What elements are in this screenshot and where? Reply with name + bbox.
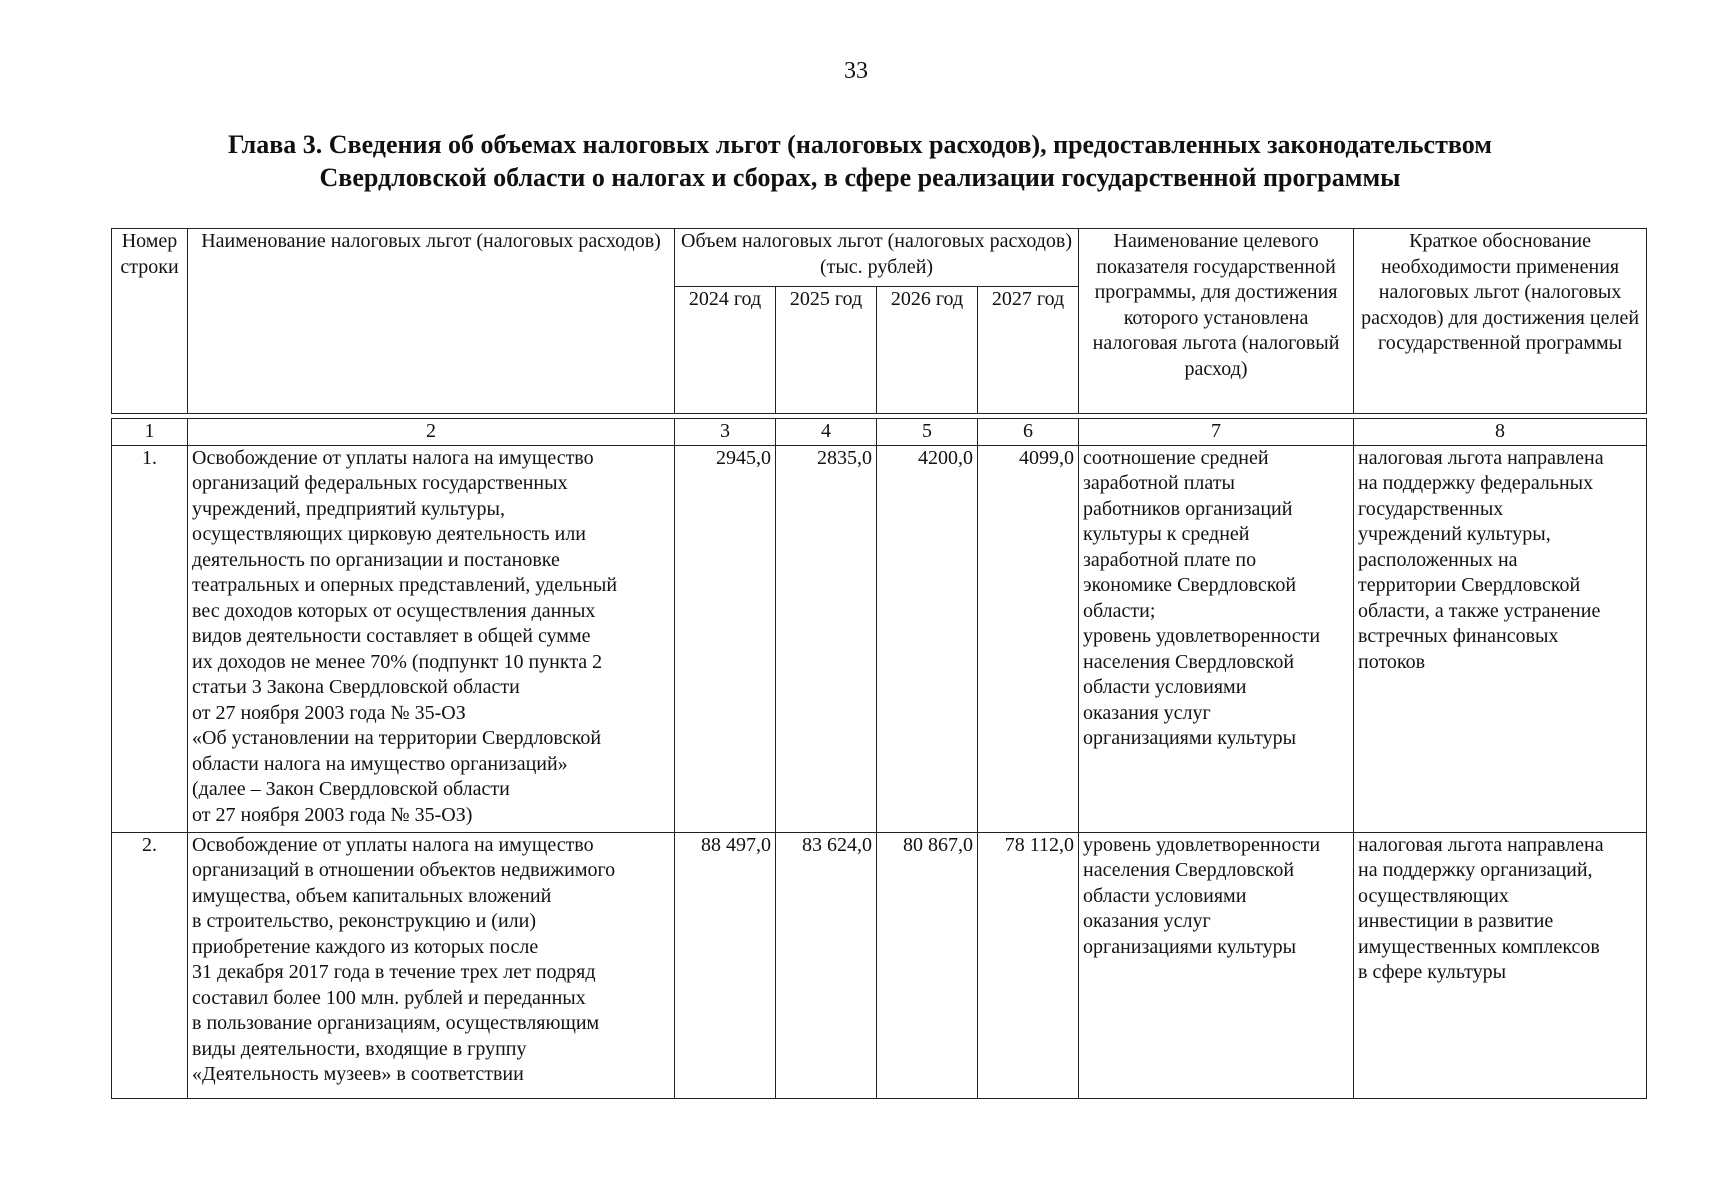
indicator-line: области; xyxy=(1083,599,1156,622)
header-year-2025: 2025 год xyxy=(776,287,877,414)
benefit-name-line: организаций федеральных государственных xyxy=(192,472,568,494)
value-2026: 4200,0 xyxy=(877,445,978,832)
benefit-name-line: осуществляющих цирковую деятельность или xyxy=(192,523,587,545)
justification-line: налоговая льгота направлена xyxy=(1358,833,1604,856)
table-row xyxy=(112,445,1647,832)
benefit-name-line: «Об установлении на территории Свердловской xyxy=(192,727,602,749)
header-year-2027: 2027 год xyxy=(978,287,1079,414)
table-row xyxy=(112,832,1647,1098)
chapter-title-line-2: Свердловской области о налогах и сборах, в сфере реализации государственной программы xyxy=(319,163,1401,192)
column-number: 3 xyxy=(675,419,776,446)
benefit-name-line: от 27 ноября 2003 года № 35-ОЗ xyxy=(192,701,466,724)
column-number: 6 xyxy=(978,419,1079,446)
benefit-name xyxy=(188,832,675,1098)
column-number: 2 xyxy=(188,419,675,446)
benefit-name-line: Освобождение от уплаты налога на имущество xyxy=(192,833,594,856)
justification-line: потоков xyxy=(1358,650,1426,673)
benefit-name-line: их доходов не менее 70% (подпункт 10 пункта 2 xyxy=(192,650,603,673)
value-2025: 83 624,0 xyxy=(776,832,877,1098)
indicator-line: оказания услуг xyxy=(1083,910,1211,932)
justification-line: территории Свердловской xyxy=(1358,574,1581,596)
column-number-row xyxy=(112,419,1647,446)
value-2024: 88 497,0 xyxy=(675,832,776,1098)
value-2025: 2835,0 xyxy=(776,445,877,832)
header-justification: Краткое обоснование необходимости применения налоговых льгот (налоговых расходов) для достижения целей государственной программы xyxy=(1354,229,1647,414)
indicator-line: населения Свердловской xyxy=(1083,650,1295,673)
indicator-line: организациями культуры xyxy=(1083,727,1297,749)
chapter-title-line-1: Глава 3. Сведения об объемах налоговых льгот (налоговых расходов), предоставленных законодательством xyxy=(228,130,1492,159)
indicator-line: работников организаций xyxy=(1083,497,1293,520)
column-number: 1 xyxy=(112,419,188,446)
chapter-title xyxy=(110,128,1610,194)
column-number: 8 xyxy=(1354,419,1647,446)
indicator-line: экономике Свердловской xyxy=(1083,574,1297,596)
benefit-name-line: «Деятельность музеев» в соответствии xyxy=(192,1063,524,1085)
indicator-line: оказания услуг xyxy=(1083,701,1211,724)
benefit-name-line: театральных и оперных представлений, удельный xyxy=(192,574,618,596)
indicator-line: уровень удовлетворенности xyxy=(1083,833,1321,856)
header-row-number: Номер строки xyxy=(112,229,188,414)
column-number: 5 xyxy=(877,419,978,446)
benefit-name-line: вес доходов которых от осуществления данных xyxy=(192,599,596,622)
justification-line: расположенных на xyxy=(1358,548,1518,571)
justification-line: на поддержку федеральных xyxy=(1358,472,1594,494)
benefit-name-line: приобретение каждого из которых после xyxy=(192,935,539,958)
benefit-name-line: в пользование организациям, осуществляющим xyxy=(192,1012,600,1034)
indicator-line: населения Свердловской xyxy=(1083,859,1295,881)
justification-line: области, а также устранение xyxy=(1358,599,1601,622)
justification-line: осуществляющих xyxy=(1358,884,1509,907)
justification xyxy=(1354,832,1647,1098)
page-number: 33 xyxy=(844,58,868,84)
benefit-name-line: деятельность по организации и постановке xyxy=(192,548,560,571)
justification-line: в сфере культуры xyxy=(1358,961,1507,983)
justification-line: государственных xyxy=(1358,497,1504,520)
benefit-name-line: области налога на имущество организаций» xyxy=(192,752,568,775)
row-number: 2. xyxy=(112,832,188,1098)
benefit-name-line: виды деятельности, входящие в группу xyxy=(192,1037,527,1060)
justification-line: инвестиции в развитие xyxy=(1358,910,1554,932)
justification-line: налоговая льгота направлена xyxy=(1358,446,1604,469)
justification-line: на поддержку организаций, xyxy=(1358,859,1593,881)
benefit-name xyxy=(188,445,675,832)
benefit-name-line: статьи 3 Закона Свердловской области xyxy=(192,676,520,698)
target-indicator xyxy=(1079,445,1354,832)
header-year-2024: 2024 год xyxy=(675,287,776,414)
value-2026: 80 867,0 xyxy=(877,832,978,1098)
tax-benefits-header-table xyxy=(111,228,1647,414)
header-target-indicator: Наименование целевого показателя государственной программы, для достижения которого установлена налоговая льгота (налоговый расход) xyxy=(1079,229,1354,414)
target-indicator xyxy=(1079,832,1354,1098)
benefit-name-line: (далее – Закон Свердловской области xyxy=(192,778,510,800)
indicator-line: области условиями xyxy=(1083,884,1247,907)
value-2027: 78 112,0 xyxy=(978,832,1079,1098)
indicator-line: организациями культуры xyxy=(1083,935,1297,958)
value-2027: 4099,0 xyxy=(978,445,1079,832)
benefit-name-line: от 27 ноября 2003 года № 35-ОЗ) xyxy=(192,803,473,826)
benefit-name-line: имущества, объем капитальных вложений xyxy=(192,884,552,907)
justification xyxy=(1354,445,1647,832)
benefit-name-line: организаций в отношении объектов недвижимого xyxy=(192,859,616,881)
justification-line: имущественных комплексов xyxy=(1358,935,1600,958)
benefit-name-line: Освобождение от уплаты налога на имущество xyxy=(192,446,594,469)
justification-line: учреждений культуры, xyxy=(1358,523,1551,545)
tax-benefits-body-table xyxy=(111,418,1647,1099)
indicator-line: области условиями xyxy=(1083,676,1247,698)
benefit-name-line: 31 декабря 2017 года в течение трех лет подряд xyxy=(192,961,596,983)
indicator-line: заработной платы xyxy=(1083,472,1235,494)
benefit-name-line: в строительство, реконструкцию и (или) xyxy=(192,910,537,932)
benefit-name-line: видов деятельности составляет в общей сумме xyxy=(192,625,591,647)
value-2024: 2945,0 xyxy=(675,445,776,832)
indicator-line: соотношение средней xyxy=(1083,446,1269,469)
indicator-line: культуры к средней xyxy=(1083,523,1250,545)
indicator-line: уровень удовлетворенности xyxy=(1083,625,1321,647)
column-number: 4 xyxy=(776,419,877,446)
column-number: 7 xyxy=(1079,419,1354,446)
indicator-line: заработной плате по xyxy=(1083,548,1257,571)
header-year-2026: 2026 год xyxy=(877,287,978,414)
header-benefit-volume: Объем налоговых льгот (налоговых расходов) (тыс. рублей) xyxy=(675,229,1079,287)
row-number: 1. xyxy=(112,445,188,832)
benefit-name-line: составил более 100 млн. рублей и переданных xyxy=(192,986,586,1009)
benefit-name-line: учреждений, предприятий культуры, xyxy=(192,497,505,520)
header-benefit-name: Наименование налоговых льгот (налоговых расходов) xyxy=(188,229,675,414)
justification-line: встречных финансовых xyxy=(1358,625,1559,647)
